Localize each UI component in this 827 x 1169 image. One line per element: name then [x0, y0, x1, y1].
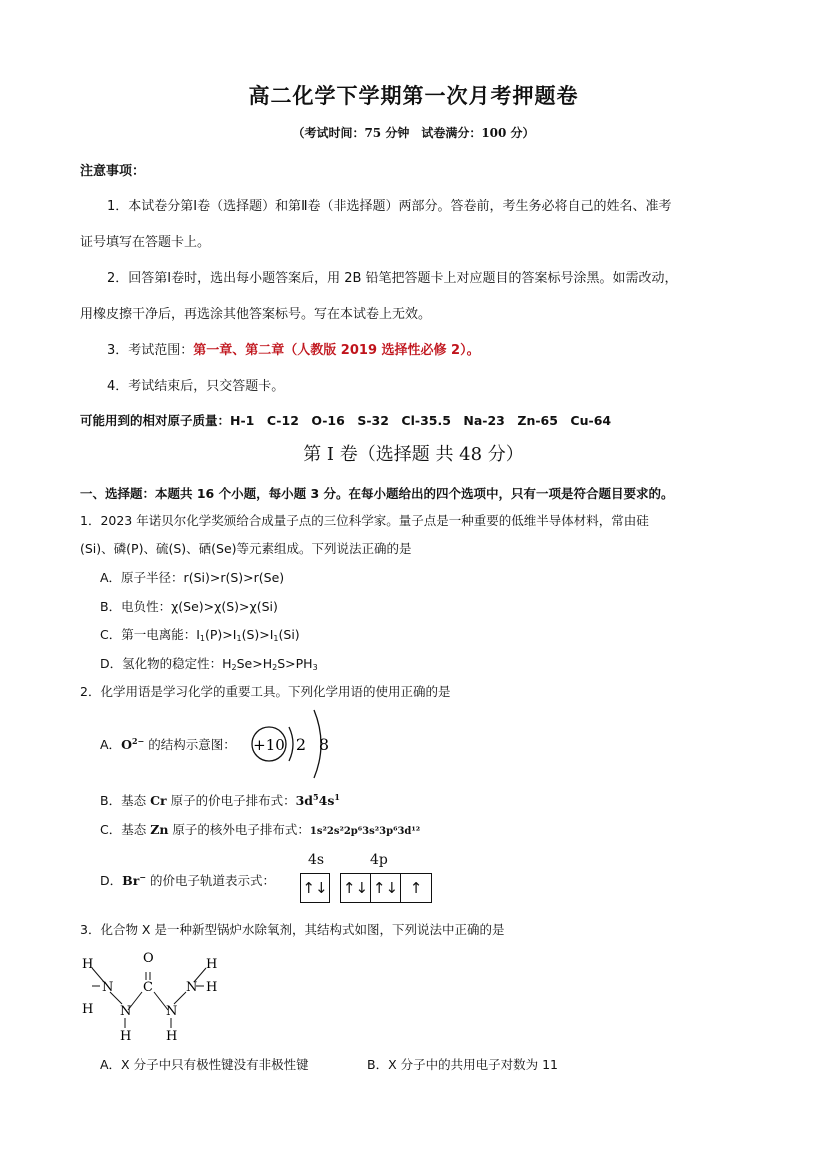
q1-option-d: [100, 654, 318, 672]
notice-item-3: [107, 339, 480, 358]
q1-c-sub-3: 1: [273, 634, 279, 643]
q1-c-mid-1: (P)>I: [205, 627, 237, 642]
atom-n-1: N: [102, 980, 114, 995]
q2-option-a: [100, 735, 236, 753]
atom-h-6: H: [206, 980, 218, 995]
q1-d-sub-1: 2: [231, 663, 237, 672]
q1-d-sub-2: 2: [272, 663, 278, 672]
orbital-4p-box: [340, 873, 432, 903]
q1-d-mid-2: S>PH: [277, 656, 313, 671]
q2-stem: 2．化学用语是学习化学的重要工具。下列化学用语的使用正确的是: [80, 684, 451, 699]
atom-h-5: H: [206, 957, 218, 972]
nucleus-charge: +10: [253, 736, 285, 754]
exam-info: （考试时间：75 分钟 试卷满分：100 分）: [292, 126, 535, 140]
atom-o: O: [143, 951, 154, 966]
q2-b-config-sup-b: 1: [334, 792, 340, 802]
q2-b-config-b: 4s: [318, 793, 335, 808]
q1-option-b: B．电负性：χ(Se)>χ(S)>χ(Si): [100, 599, 278, 614]
atom-n-2: N: [120, 1004, 132, 1019]
structure-diagram-svg: [248, 706, 348, 782]
notice-item-2-line-1: 2．回答第Ⅰ卷时，选出每小题答案后，用 2B 铅笔把答题卡上对应题目的答案标号涂黑。如需改动，: [107, 271, 678, 286]
q1-c-prefix: C．第一电离能：I: [100, 627, 200, 642]
atom-n-3: N: [166, 1004, 178, 1019]
notice-item-4: 4．考试结束后，只交答题卡。: [107, 379, 285, 394]
q2-b-config-a: 3d: [295, 793, 314, 808]
orbital-4s-box: [300, 873, 330, 903]
orbital-4p-label: 4p: [370, 852, 388, 868]
q2-a-suffix: 的结构示意图：: [144, 737, 236, 752]
shell-1-electrons: 2: [295, 735, 307, 754]
q1-d-prefix: D．氢化物的稳定性：H: [100, 656, 232, 671]
q2-c-suffix: 原子的核外电子排布式：: [168, 822, 310, 837]
atom-h-4: H: [166, 1029, 178, 1044]
atom-h-2: H: [82, 1002, 94, 1017]
q2-b-suffix: 原子的价电子排布式：: [166, 793, 296, 808]
q1-c-mid-2: (S)>I: [241, 627, 274, 642]
compound-x-structure: [78, 948, 228, 1048]
q1-option-c: [100, 625, 300, 643]
shell-arc-1: [289, 727, 293, 761]
structure-formula-svg: [78, 948, 228, 1048]
notice-heading: 注意事项：: [80, 164, 146, 179]
orbital-4p-cell-3: ↑: [409, 879, 423, 897]
section-title: 第 I 卷（选择题 共 48 分）: [303, 444, 524, 465]
q2-option-b: [100, 791, 340, 809]
q1-c-end: (Si): [278, 627, 300, 642]
notice-item-1-line-2: 证号填写在答题卡上。: [80, 235, 211, 250]
q2-c-element: Zn: [150, 822, 169, 837]
q2-option-d: [100, 871, 275, 889]
part-instructions: 一、选择题：本题共 16 个小题，每小题 3 分。在每小题给出的四个选项中，只有一项是符合题目要求的。: [80, 486, 674, 501]
q3-stem: 3．化合物 X 是一种新型锅炉水除氧剂，其结构式如图，下列说法中正确的是: [80, 922, 505, 937]
q2-b-config-sup-a: 5: [313, 792, 319, 802]
q2-c-config: 1s²2s²2p⁶3s²3p⁶3d¹²: [309, 826, 421, 837]
q2-d-ion: Br: [122, 873, 140, 888]
atom-h-1: H: [82, 957, 94, 972]
bond-n3-n4: [174, 992, 186, 1004]
orbital-4p-cell-2: ↑↓: [371, 874, 401, 902]
q3-option-b: B．X 分子中的共用电子对数为 11: [367, 1057, 558, 1072]
q1-stem-line-1: 1．2023 年诺贝尔化学奖颁给合成量子点的三位科学家。量子点是一种重要的低维半导体材料，常由硅: [80, 513, 649, 528]
q1-c-sub-2: 1: [236, 634, 242, 643]
q2-d-charge: −: [139, 872, 146, 882]
q2-option-c: [100, 820, 420, 838]
q1-d-mid: Se>H: [236, 656, 273, 671]
shell-2-electrons: 8: [318, 735, 330, 754]
atomic-masses: 可能用到的相对原子质量：H-1 C-12 O-16 S-32 Cl-35.5 Na-23 Zn-65 Cu-64: [80, 413, 612, 428]
notice-item-2-line-2: 用橡皮擦干净后，再选涂其他答案标号。写在本试卷上无效。: [80, 307, 432, 322]
q2-b-element: Cr: [150, 793, 167, 808]
q2-d-suffix: 的价电子轨道表示式：: [146, 873, 275, 888]
q1-stem-line-2: (Si)、磷(P)、硫(S)、硒(Se)等元素组成。下列说法正确的是: [80, 541, 412, 556]
atom-h-3: H: [120, 1029, 132, 1044]
q1-option-a: A．原子半径：r(Si)>r(S)>r(Se): [100, 570, 285, 585]
orbital-4s-cell: ↑↓: [302, 879, 328, 897]
notice-item-1-line-1: 1．本试卷分第Ⅰ卷（选择题）和第Ⅱ卷（非选择题）两部分。答卷前，考生务必将自己的姓名、准考: [107, 199, 672, 214]
orbital-4p-cell-1: ↑↓: [341, 874, 371, 902]
q3-option-a: A．X 分子中只有极性键没有非极性键: [100, 1057, 309, 1072]
q2-d-prefix: D．: [100, 873, 123, 888]
oxide-ion-structure-diagram: [248, 706, 348, 782]
atom-c: C: [143, 980, 153, 995]
q2-c-prefix: C．基态: [100, 822, 151, 837]
q2-a-prefix: A．: [100, 737, 122, 752]
q2-a-ion: O: [121, 737, 132, 752]
q1-c-sub-1: 1: [199, 634, 206, 643]
q2-a-charge: 2−: [131, 736, 145, 746]
q1-d-sub-3: 3: [312, 663, 318, 672]
notice-item-3-prefix: 3．考试范围：: [107, 343, 194, 358]
orbital-4s-label: 4s: [308, 852, 325, 868]
page-title: 高二化学下学期第一次月考押题卷: [248, 84, 579, 108]
atom-n-4: N: [186, 980, 198, 995]
q2-b-prefix: B．基态: [100, 793, 151, 808]
exam-scope: 第一章、第二章（人教版 2019 选择性必修 2）。: [193, 343, 480, 358]
orbital-diagram: [298, 852, 438, 907]
